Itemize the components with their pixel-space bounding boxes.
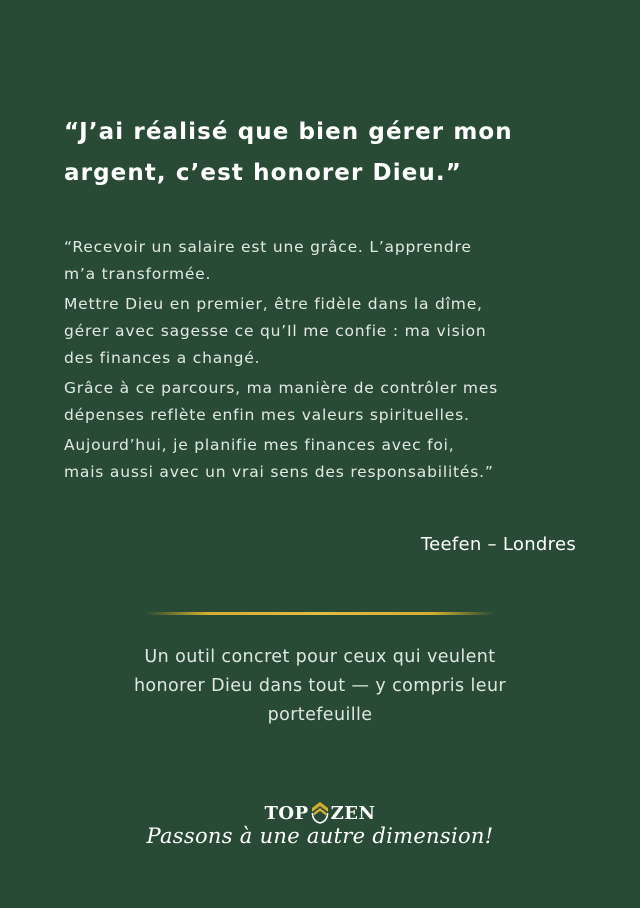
tagline: Un outil concret pour ceux qui veulent honorer Dieu dans tout — y compris leur portefeuille: [133, 647, 507, 725]
testimony-text: [64, 234, 584, 486]
logo-text-top: TOP: [264, 803, 309, 824]
testimony-paragraph: Aujourd’hui, je planifie mes finances avec foi, mais aussi avec un vrai sens des responsabilités.”: [64, 436, 494, 481]
headline-line-1: “J’ai réalisé que bien gérer mon: [64, 119, 513, 145]
gold-divider: [145, 612, 495, 615]
testimony-author: Teefen – Londres: [420, 534, 576, 555]
testimony-paragraph: Grâce à ce parcours, ma manière de contrôler mes dépenses reflète enfin mes valeurs spirituelles.: [64, 379, 499, 424]
testimony-paragraph: “Recevoir un salaire est une grâce. L’apprendre m’a transformée.: [64, 238, 472, 283]
headline-quote: [64, 112, 564, 194]
brand-slogan: Passons à une autre dimension!: [146, 824, 494, 848]
headline-line-2: argent, c’est honorer Dieu.”: [64, 160, 462, 186]
testimony-paragraph: Mettre Dieu en premier, être fidèle dans la dîme, gérer avec sagesse ce qu’Il me confie : ma vision des finances a changé.: [64, 295, 487, 367]
logo-text-zen: ZEN: [330, 803, 376, 824]
